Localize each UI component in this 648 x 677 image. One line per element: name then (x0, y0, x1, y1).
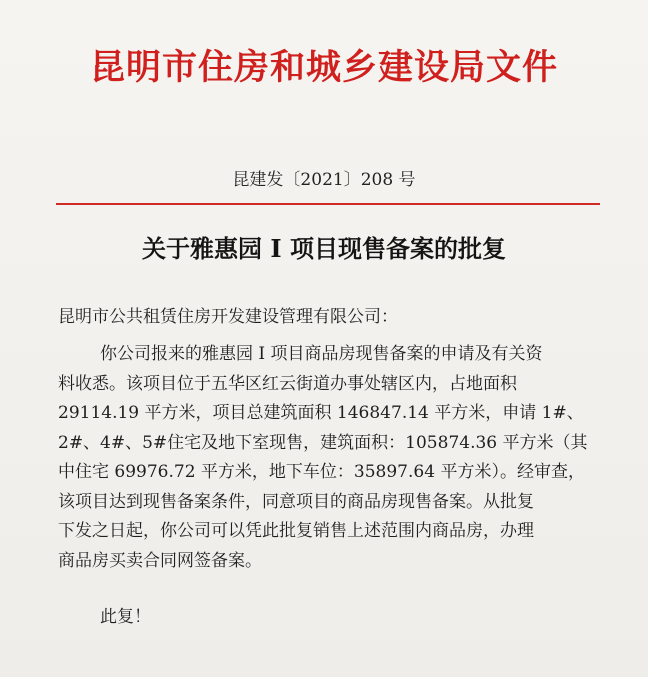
body-line: 中住宅 69976.72 平方米，地下车位：35897.64 平方米）。经审查， (58, 462, 585, 482)
body-line: 你公司报来的雅惠园 I 项目商品房现售备案的申请及有关资 (100, 344, 543, 364)
body-line: 料收悉。该项目位于五华区红云街道办事处辖区内，占地面积 (58, 373, 517, 394)
issuer-header: 昆明市住房和城乡建设局文件 (89, 47, 558, 88)
body-line: 下发之日起，你公司可以凭此批复销售上述范围内商品房，办理 (58, 521, 534, 541)
closing-remark: 此复！ (100, 607, 151, 627)
body-line: 2#、4#、5#住宅及地下室现售，建筑面积：105874.36 平方米（其 (58, 432, 588, 453)
document-subject: 关于雅惠园 I 项目现售备案的批复 (142, 234, 506, 263)
body-line: 该项目达到现售备案条件，同意项目的商品房现售备案。从批复 (58, 491, 534, 512)
document-number: 昆建发〔2021〕208 号 (232, 170, 416, 190)
body-paragraph (58, 340, 606, 576)
red-divider-line (56, 203, 600, 205)
body-line: 29114.19 平方米，项目总建筑面积 146847.14 平方米，申请 1#、 (58, 403, 584, 423)
recipient-line: 昆明市公共租赁住房开发建设管理有限公司： (58, 307, 398, 327)
body-line: 商品房买卖合同网签备案。 (58, 550, 262, 571)
